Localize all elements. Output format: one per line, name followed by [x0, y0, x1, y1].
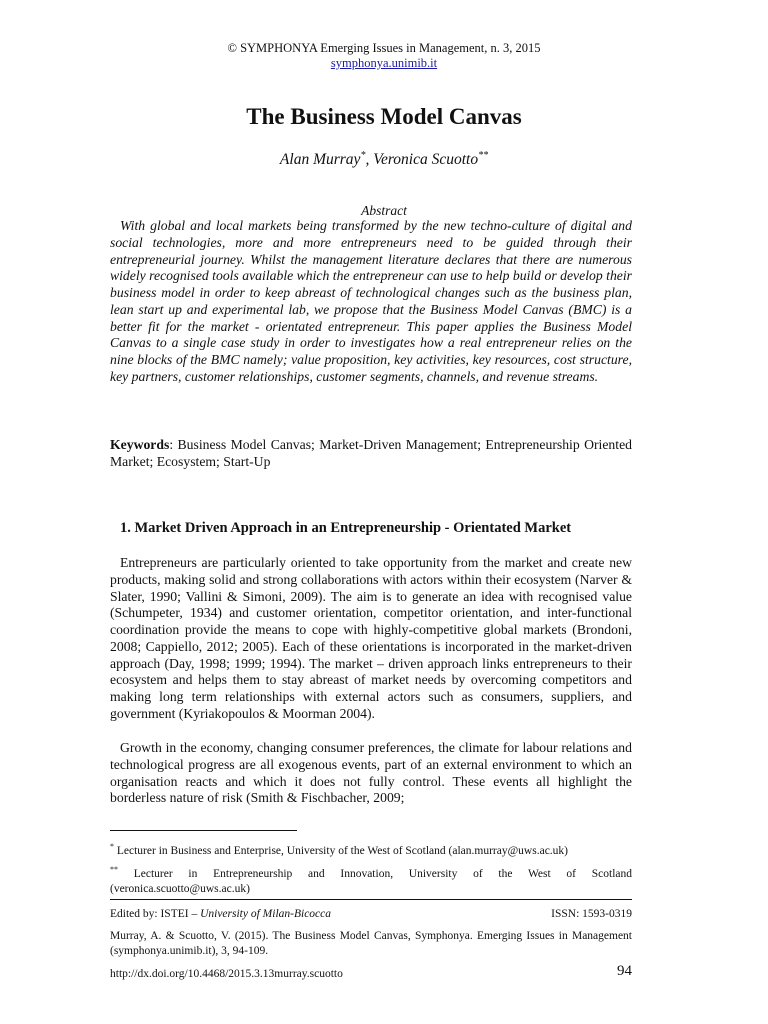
journal-website-line: [0, 56, 768, 71]
keywords: [110, 437, 632, 471]
author-2-mark: **: [478, 150, 489, 161]
journal-line: © SYMPHONYA Emerging Issues in Management, n. 3, 2015: [227, 41, 541, 55]
paper-title: The Business Model Canvas: [246, 104, 522, 129]
footnote-2: [110, 862, 632, 897]
journal-website-link[interactable]: symphonya.unimib.it: [330, 56, 438, 70]
footnote-divider: [110, 830, 297, 831]
keywords-text: : Business Model Canvas; Market-Driven Management; Entrepreneurship Oriented Market; Ecosystem; Start-Up: [110, 437, 632, 469]
footnote-1: [110, 839, 632, 859]
doi-link[interactable]: http://dx.doi.org/10.4468/2015.3.13murray.scuotto: [110, 968, 343, 980]
citation: Murray, A. & Scuotto, V. (2015). The Business Model Canvas, Symphonya. Emerging Issues in Management (symphonya.unimib.it), 3, 94-109.: [110, 930, 632, 957]
abstract-text: With global and local markets being transformed by the new techno-culture of digital and social technologies, more and more entrepreneurs need to be guided through their entrepreneurial journey. Whilst the management literature declares that there are numerous widely recognised tools available which the entrepreneur can use to help build or develop their business model in order to keep abreast of technological changes such as the business plan, lean start up and experimental lab, we propose that the Business Model Canvas (BMC) is a better fit for the market - orientated entrepreneur. This paper applies the Business Model Canvas to a single case study in order to investigates how a real entrepreneur relies on the nine blocks of the BMC namely; value proposition, key activities, key resources, cost structure, key partners, customer relationships, customer segments, channels, and revenue streams.: [110, 218, 632, 384]
author-separator: ,: [365, 151, 374, 169]
author-line: [0, 150, 768, 169]
footnote-1-text: Lecturer in Business and Enterprise, University of the West of Scotland (alan.murray@uws.ac.uk): [114, 844, 568, 857]
section-heading: 1. Market Driven Approach in an Entrepreneurship - Orientated Market: [120, 520, 572, 536]
footer-divider: [110, 899, 632, 900]
footnote-2-text: Lecturer in Entrepreneurship and Innovation, University of the West of Scotland (veronica.scuotto@uws.ac.uk): [110, 867, 632, 895]
abstract-heading: Abstract: [361, 203, 407, 218]
edited-by-prefix: Edited by: ISTEI –: [110, 908, 201, 920]
body-paragraph-2: Growth in the economy, changing consumer preferences, the climate for labour relations and technological progress are all exogenous events, part of an external environment to which an organisation reacts and which it does not fully control. These events all highlight the borderless nature of risk (Smith & Fischbacher, 2009;: [110, 740, 632, 806]
issn: ISSN: 1593-0319: [551, 908, 632, 920]
author-2: Veronica Scuotto: [373, 151, 479, 169]
edited-by: [110, 908, 331, 920]
author-1: Alan Murray: [279, 151, 361, 169]
keywords-label: Keywords: [110, 437, 170, 452]
page-number: 94: [617, 963, 632, 979]
author-1-mark: *: [360, 150, 366, 161]
edited-by-university: University of Milan-Bicocca: [200, 908, 332, 920]
body-paragraph-1: Entrepreneurs are particularly oriented to take opportunity from the market and create new products, making solid and strong collaborations with actors within their ecosystem (Narver & Slater, 1990; Vallini & Simoni, 2009). The aim is to generate an idea with recognised value (Schumpeter, 1934) and customer orientation, competitor orientation, and inter-functional coordination provide the means to cope with highly-competitive global markets (Brondoni, 2008; Cappiello, 2012; 2005). Each of these orientations is incorporated in the market-driven approach (Day, 1998; 1999; 1994). The market – driven approach links entrepreneurs to their ecosystem and helps them to stay abreast of market needs by overcoming competitors and making long term relationships with external actors such as consumers, suppliers, and government (Kyriakopoulos & Moorman 2004).: [110, 555, 632, 721]
footnote-1-mark: *: [110, 842, 114, 851]
footnote-2-mark: **: [110, 865, 118, 874]
